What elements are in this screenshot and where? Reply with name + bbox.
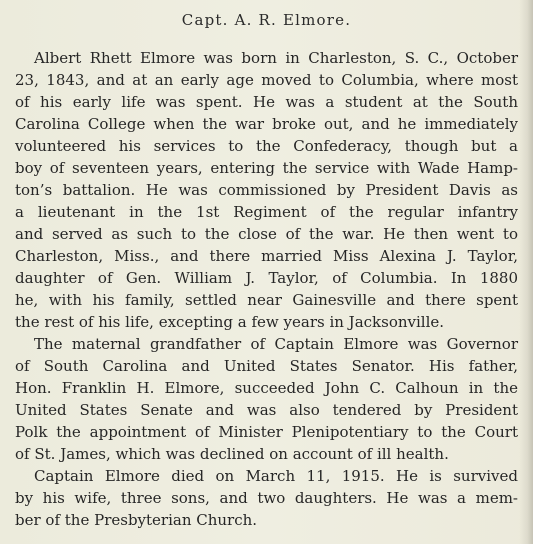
text-line: Charleston, Miss., and there married Miss Alexina J. Taylor, [15,247,518,265]
text-line: Polk the appointment of Minister Plenipotentiary to the Court [15,423,518,441]
text-line: daughter of Gen. William J. Taylor, of Columbia. In 1880 [15,269,518,287]
text-line: Carolina College when the war broke out, and he immediately [15,115,518,133]
text-line: of his early life was spent. He was a student at the South [15,93,518,111]
text-line: and served as such to the close of the war. He then went to [15,225,518,243]
text-line: United States Senate and was also tendered by President [15,401,518,419]
text-line: of South Carolina and United States Senator. His father, [15,357,518,375]
text-line: 23, 1843, and at an early age moved to Columbia, where most [15,71,518,89]
text-line: The maternal grandfather of Captain Elmore was Governor [34,335,518,353]
text-line: Captain Elmore died on March 11, 1915. He is survived [34,467,518,485]
page-binding-shadow [519,0,533,544]
text-line: ber of the Presbyterian Church. [15,511,258,529]
article-heading: Capt. A. R. Elmore. [181,11,352,29]
text-line: of St. James, which was declined on account of ill health. [15,445,449,463]
text-line: volunteered his services to the Confederacy, though but a [15,137,518,155]
text-line: by his wife, three sons, and two daughters. He was a mem- [15,489,518,507]
text-line: boy of seventeen years, entering the service with Wade Hamp- [15,159,518,177]
text-line: Albert Rhett Elmore was born in Charleston, S. C., October [34,49,518,67]
text-line: the rest of his life, excepting a few years in Jacksonville. [15,313,445,331]
text-line: Hon. Franklin H. Elmore, succeeded John C. Calhoun in the [15,379,518,397]
text-line: he, with his family, settled near Gainesville and there spent [15,291,518,309]
text-line: ton’s battalion. He was commissioned by President Davis as [15,181,518,199]
text-line: a lieutenant in the 1st Regiment of the regular infantry [15,203,518,221]
